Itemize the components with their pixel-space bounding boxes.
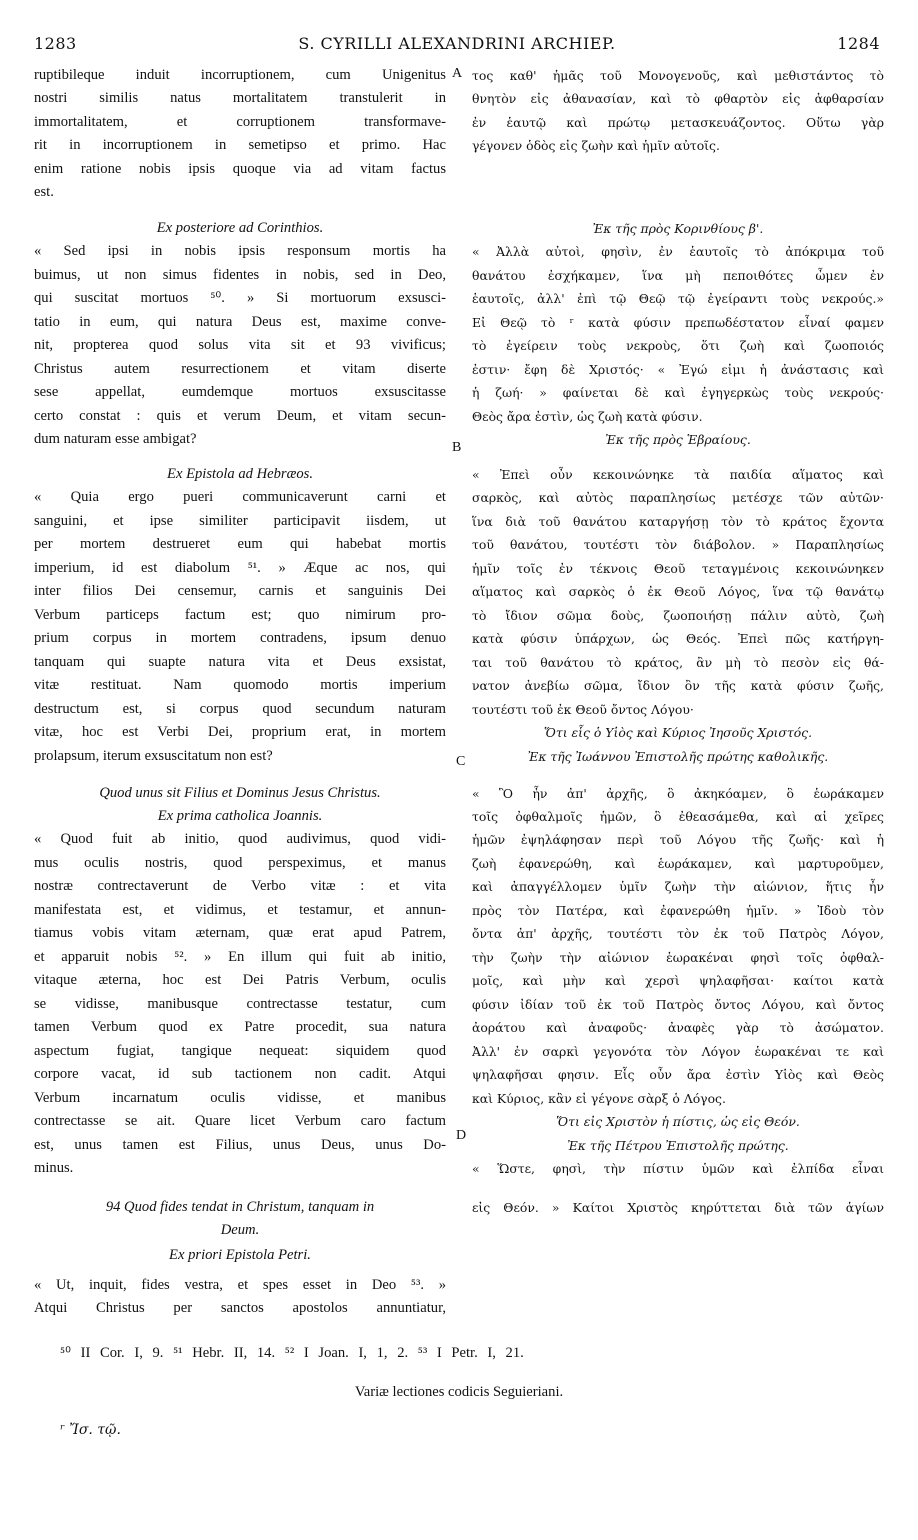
greek-line: « Ὥστε, φησὶ, τὴν πίστιν ὑμῶν καὶ ἐλπίδα εἶναι — [472, 1161, 884, 1176]
latin-line: vitaque æterna, hoc est Dei Patris Verbum, oculis — [34, 972, 446, 988]
greek-line: ἡ ζωή· » φαίνεται δὲ καὶ ἐγηγερκὼς τοὺς νεκρούς· — [472, 385, 884, 400]
latin-line: per mortem destrueret eum qui habebat mortis — [34, 536, 446, 552]
latin-line: enim ratione nobis ipsis quoque via ad vitam factus — [34, 161, 446, 177]
latin-heading: Ex prima catholica Joannis. — [157, 808, 323, 824]
greek-line: ἐν ἑαυτῷ καὶ πρώτῳ μετασκευάζοντος. Οὕτω γὰρ — [472, 115, 884, 130]
greek-line: ἡμῖν τοῖς ἐν τέκνοις Θεοῦ τεταγμένοις κεκοινώνηκεν — [472, 561, 884, 576]
greek-line: θανάτου ἐσχήκαμεν, ἵνα μὴ πεποιθότες ὦμεν ἐν — [472, 268, 884, 283]
greek-line: Θεὸς ἄρα ἐστὶν, ὡς ζωὴ κατὰ φύσιν. — [472, 409, 703, 424]
latin-line: immortalitatem, et corruptionem transformave- — [34, 114, 446, 130]
greek-line: « Ἐπεὶ οὖν κεκοινώνηκε τὰ παιδία αἵματος καὶ — [472, 467, 884, 482]
latin-line: imperium, id est diabolum ⁵¹. » Æque ac nos, qui — [34, 560, 446, 576]
greek-heading: Ἐκ τῆς Πέτρου Ἐπιστολῆς πρώτης. — [567, 1138, 789, 1153]
latin-line: Atqui Christus per sanctos apostolos annuntiatur, — [34, 1300, 446, 1316]
latin-line: « Quod fuit ab initio, quod audivimus, quod vidi- — [34, 831, 446, 847]
latin-line: mus oculis nostris, quod perspeximus, et manus — [34, 855, 446, 871]
latin-line: buimus, ut non simus fidentes in nobis, sed in Deo, — [34, 267, 446, 283]
greek-line: ται τοῦ θανάτου τὸ κράτος, ἂν μὴ τὸ πεσὸν εἰς θά- — [472, 655, 884, 670]
page-header — [34, 34, 880, 56]
latin-line: « Sed ipsi in nobis ipsis responsum mortis ha — [34, 243, 446, 259]
latin-line: prium corpus in mortem contradens, ipsum denuo — [34, 630, 446, 646]
greek-line: θνητὸν εἰς ἀθανασίαν, καὶ τὸ φθαρτὸν εἰς ἀφθαρσίαν — [472, 91, 884, 106]
latin-line: Christus autem resurrectionem et vitam diserte — [34, 361, 446, 377]
latin-line: corpore vacat, id sub tactionem non cadit. Atqui — [34, 1066, 446, 1082]
greek-line: πρὸς τὸν Πατέρα, καὶ ἐφανερώθη ἡμῖν. » Ἰδοὺ τὸν — [472, 903, 884, 918]
latin-heading: 94 Quod fides tendat in Christum, tanquam in — [105, 1199, 375, 1215]
latin-line: Verbum particeps factum est; quo nimirum pro- — [34, 607, 446, 623]
greek-line: ζωὴ ἐφανερώθη, καὶ ἑωράκαμεν, καὶ μαρτυροῦμεν, — [472, 856, 884, 871]
latin-line: tatio in eum, qui natura Deus est, maxime conve- — [34, 314, 446, 330]
margin-letter-c: C — [456, 754, 466, 769]
greek-line: αἵματος καὶ σαρκὸς ὁ ἐκ Θεοῦ Λόγος, ἵνα τῷ θανάτῳ — [472, 584, 884, 599]
latin-line: vitæ, hoc est Verbi Dei, proprium erat, in mortem — [34, 724, 446, 740]
latin-line: tanquam qui suapte natura vita et Deus exsistat, — [34, 654, 446, 670]
latin-line: minus. — [34, 1160, 74, 1176]
variant-reading-note: ʳ Ἴσ. τῷ. — [60, 1422, 121, 1438]
latin-line: nostræ contrectaverunt de Verbo vitæ : et vita — [34, 878, 446, 894]
greek-line: Εἰ Θεῷ τὸ ʳ κατὰ φύσιν πρεπωδέστατον εἶναί φαμεν — [472, 315, 884, 330]
latin-heading: Quod unus sit Filius et Dominus Jesus Christus. — [99, 785, 381, 801]
margin-letter-d: D — [456, 1128, 467, 1143]
greek-line: μοῖς, καὶ μὴν καὶ χερσὶ ψηλαφῆσαι· καίτοι κατὰ — [472, 973, 884, 988]
greek-heading: Ὅτι εἷς ὁ Υἱὸς καὶ Κύριος Ἰησοῦς Χριστός. — [543, 725, 813, 740]
margin-letter-a: A — [452, 66, 463, 81]
greek-heading: Ἐκ τῆς πρὸς Κορινθίους β'. — [592, 221, 764, 236]
page-number-right: 1284 — [837, 34, 880, 53]
latin-line: et apparuit nobis ⁵². » En illum qui fuit ab initio, — [34, 949, 446, 965]
latin-line: sese appellat, eumdemque mortuos exsuscitasse — [34, 384, 446, 400]
latin-line: Verbum incarnatum oculis vidisse, et manibus — [34, 1090, 446, 1106]
latin-line: est. — [34, 184, 54, 200]
latin-heading: Ex Epistola ad Hebræos. — [167, 466, 313, 482]
greek-line: τοῦ θανάτου, τουτέστι τὸν διάβολον. » Παραπλησίως — [472, 537, 884, 552]
greek-line: ἀοράτου καὶ ἀναφοῦς· ἀναφὲς γὰρ τὸ ἀσώματον. — [472, 1020, 884, 1035]
latin-line: destructum est, si corpus quod secundum naturam — [34, 701, 446, 717]
latin-line: contrectasse se ait. Quare licet Verbum caro factum — [34, 1113, 446, 1129]
greek-line: Ἀλλ' ἐν σαρκὶ γεγονότα τὸν Λόγον ἑωρακέναι τε καὶ — [472, 1044, 884, 1059]
footnotes: ⁵⁰ II Cor. I, 9. ⁵¹ Hebr. II, 14. ⁵² I Joan. I, 1, 2. ⁵³ I Petr. I, 21. — [60, 1345, 524, 1361]
greek-line: κατὰ φύσιν ὑπάρχων, ὡς Θεός. Ἐπεὶ πῶς κατήργη- — [472, 631, 884, 646]
latin-heading: Deum. — [220, 1222, 260, 1238]
greek-line: καὶ ἀπαγγέλλομεν ὑμῖν ζωὴν τὴν αἰώνιον, ἥτις ἦν — [472, 879, 884, 894]
greek-line: εἰς Θεόν. » Καίτοι Χριστὸς κηρύττεται διὰ τῶν ἁγίων — [472, 1200, 884, 1215]
latin-heading: Ex posteriore ad Corinthios. — [156, 220, 324, 236]
latin-line: dum naturam esse ambigat? — [34, 431, 197, 447]
latin-line: nit, propterea quod solus vita sit et 93 vivificus; — [34, 337, 446, 353]
latin-line: sanguini, et ipse similiter participavit iisdem, ut — [34, 513, 446, 529]
latin-line: vitæ restituat. Nam quomodo mortis imperium — [34, 677, 446, 693]
greek-line: σαρκὸς, καὶ αὐτὸς παραπλησίως μετέσχε τῶν αὐτῶν· — [472, 490, 884, 505]
greek-line: τὸ ἐγείρειν τοὺς νεκροὺς, ὅτι ζωὴ καὶ ζωοποιός — [472, 338, 884, 353]
greek-line: ἵνα διὰ τοῦ θανάτου καταργήσῃ τὸν τὸ κράτος ἔχοντα — [472, 514, 884, 529]
greek-heading: Ὅτι εἰς Χριστὸν ἡ πίστις, ὡς εἰς Θεόν. — [556, 1114, 800, 1129]
greek-line: ἑαυτοῖς, ἀλλ' ἐπὶ τῷ Θεῷ τῷ ἐγείραντι τοὺς νεκρούς.» — [472, 291, 884, 306]
greek-line: τὸ ἴδιον σῶμα δοὺς, ζωοποιήσῃ πάλιν αὐτὸ, ζωὴ — [472, 608, 884, 623]
greek-line: « Ὃ ἦν ἀπ' ἀρχῆς, ὃ ἀκηκόαμεν, ὃ ἑωράκαμεν — [472, 786, 884, 801]
margin-letter-b: B — [452, 440, 462, 455]
greek-line: τοῖς ὀφθαλμοῖς ἡμῶν, ὃ ἐθεασάμεθα, καὶ αἱ χεῖρες — [472, 809, 884, 824]
greek-line: τος καθ' ἡμᾶς τοῦ Μονογενοῦς, καὶ μεθιστάντος τὸ — [472, 68, 884, 83]
greek-line: ἡμῶν ἐψηλάφησαν περὶ τοῦ Λόγου τῆς ζωῆς· καὶ ἡ — [472, 832, 884, 847]
latin-line: manifestata est, et vidimus, et testamur, et annun- — [34, 902, 446, 918]
latin-line: certo constat : quis et verum Deum, et vitam secun- — [34, 408, 446, 424]
greek-heading: Ἐκ τῆς Ἰωάννου Ἐπιστολῆς πρώτης καθολικῆς. — [527, 749, 829, 764]
latin-line: se vidisse, manibusque contrectasse testatur, cum — [34, 996, 446, 1012]
greek-line: ψηλαφῆσαι φησιν. Εἷς οὖν ἄρα ἐστὶν Υἱὸς καὶ Θεὸς — [472, 1067, 884, 1082]
latin-line: tamen Verbum quod ex Patre procedit, sua natura — [34, 1019, 446, 1035]
running-title: S. CYRILLI ALEXANDRINI ARCHIEP. — [298, 34, 616, 53]
latin-heading: Ex priori Epistola Petri. — [169, 1247, 311, 1263]
latin-line: tiamus vobis vitam æternam, quæ erat apud Patrem, — [34, 925, 446, 941]
latin-line: qui suscitat mortuos ⁵⁰. » Si mortuorum exsusci- — [34, 290, 446, 306]
greek-line: γέγονεν ὁδὸς εἰς ζωὴν καὶ ἡμῖν αὐτοῖς. — [472, 138, 720, 153]
latin-line: aspectum fugiat, tangique nequeat: siquidem quod — [34, 1043, 446, 1059]
latin-line: « Ut, inquit, fides vestra, et spes esset in Deo ⁵³. » — [34, 1277, 446, 1293]
latin-line: « Quia ergo pueri communicaverunt carni et — [34, 489, 446, 505]
greek-line: φύσιν ἰδίαν τοῦ ἐκ τοῦ Πατρὸς ὄντος Λόγου, καὶ ὄντος — [472, 997, 884, 1012]
greek-heading: Ἐκ τῆς πρὸς Ἑβραίους. — [605, 432, 751, 447]
latin-line: prolapsum, iterum exsuscitatum non est? — [34, 748, 273, 764]
greek-line: ὄντα ἀπ' ἀρχῆς, τουτέστι τὸν ἐκ τοῦ Πατρὸς Λόγον, — [472, 926, 884, 941]
latin-line: rit in incorruptionem in semetipso et primo. Hac — [34, 137, 446, 153]
greek-line: ἐστιν· ἔφη δὲ Χριστός· « Ἐγώ εἰμι ἡ ἀνάστασις καὶ — [472, 362, 884, 377]
greek-line: νατον ἀνεβίω σῶμα, ἴδιον ὂν τῆς κατὰ φύσιν ζωῆς, — [472, 678, 884, 693]
page-number-left: 1283 — [34, 34, 77, 53]
latin-line: est, unus tamen est Filius, unus Deus, unus Do- — [34, 1137, 446, 1153]
greek-column — [472, 64, 884, 1344]
greek-line: τουτέστι τοῦ ἐκ Θεοῦ ὄντος Λόγου· — [472, 702, 694, 717]
greek-line: τὴν ζωὴν τὴν αἰώνιον ἑωρακέναι φησὶ τοῖς ὀφθαλ- — [472, 950, 884, 965]
latin-line: ruptibileque induit incorruptionem, cum Unigenitus — [34, 67, 446, 83]
latin-line: nostri similis natus mortalitatem transtulerit in — [34, 90, 446, 106]
greek-line: καὶ Κύριος, κἂν εἰ γέγονε σὰρξ ὁ Λόγος. — [472, 1091, 726, 1106]
latin-line: inter filios Dei censemur, carnis et sanguinis Dei — [34, 583, 446, 599]
variae-lectiones-title: Variæ lectiones codicis Seguieriani. — [354, 1384, 564, 1400]
latin-column — [34, 64, 446, 1344]
greek-line: « Ἀλλὰ αὐτοὶ, φησὶν, ἐν ἑαυτοῖς τὸ ἀπόκριμα τοῦ — [472, 244, 884, 259]
